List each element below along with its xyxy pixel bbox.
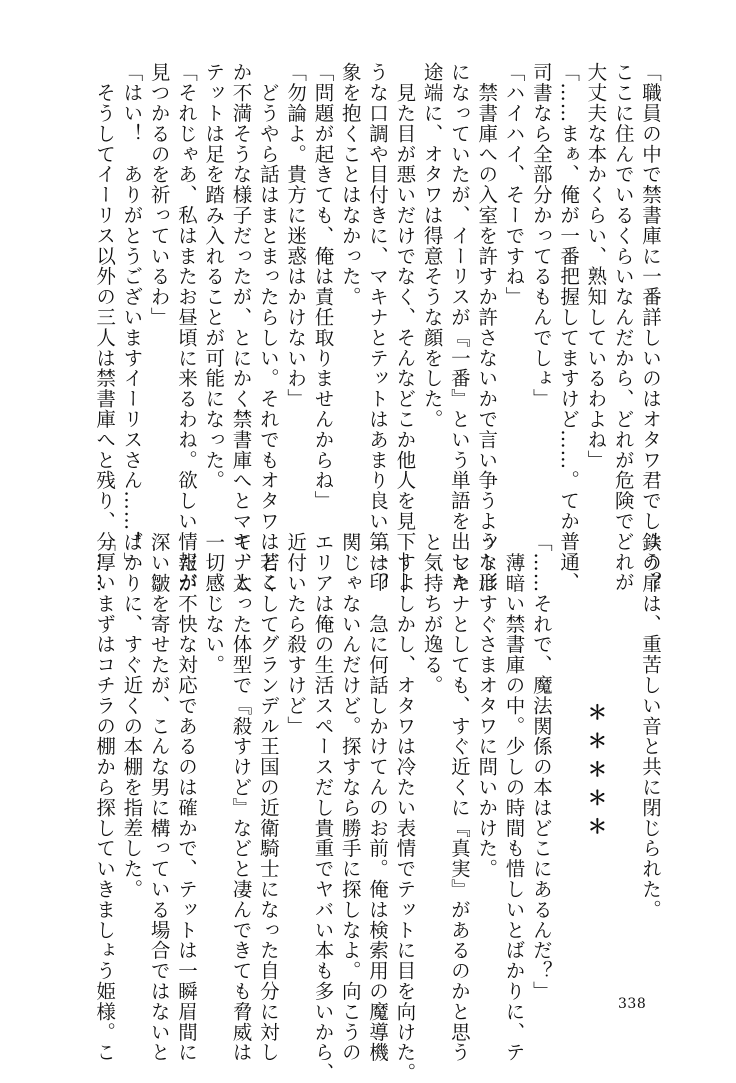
text-column: [609, 532, 636, 974]
text-column: 司書なら全部分かってるもんでしょ」: [529, 62, 553, 409]
text-column: と気持ちが逸る。: [420, 532, 444, 696]
text-column: 禁書庫への入室を許すか許さないかで言い争うような形: [475, 62, 499, 593]
page-number: 338: [618, 996, 647, 1012]
text-column: 近付いたら殺すけど」: [284, 532, 308, 736]
text-column: ットはすぐさまオタワに問いかけた。: [475, 532, 499, 879]
text-column: エリアは俺の生活スペースだし貴重でヤバい本も多いから、: [311, 532, 335, 1083]
text-column: 薄暗い禁書庫の中。少しの時間も惜しいとばかりに、テ: [502, 532, 526, 1063]
text-column: 「職員の中で禁書庫に一番詳しいのはオタワ君でしょう？: [639, 62, 662, 593]
text-column: 「それじゃあ、私はまたお昼頃に来るわね。欲しい情報が: [174, 62, 198, 593]
text-column: 見た目が悪いだけでなく、そんなどこか他人を見下すよ: [393, 62, 417, 593]
text-column: [555, 532, 582, 974]
text-column: 若くしてグランデル王国の近衛騎士になった自分に対し: [256, 532, 280, 1063]
text-column: 「……それで、魔法関係の本はどこにあるんだ？」: [529, 532, 553, 1002]
text-column: マキナとしても、すぐ近くに『真実』があるのかと思う: [447, 532, 471, 1063]
text-column: 「問題が起きても、俺は責任取りませんからね」: [311, 62, 335, 511]
text-column: 見つかるのを祈っているわ」: [147, 62, 171, 328]
text-column: 大丈夫な本かくらい、熟知しているわよね」: [584, 62, 608, 470]
text-column: 「勿論よ。貴方に迷惑はかけないわ」: [284, 62, 308, 409]
text-column: 「はい！ ありがとうございますイーリスさん……！」: [120, 62, 144, 572]
text-column: になっていたが、イーリスが『一番』という単語を出した: [447, 62, 471, 593]
text-column: だが不快な対応であるのは確かで、テットは一瞬眉間に: [174, 532, 198, 1063]
text-column: 「ハイハイ、そーですね」: [502, 62, 526, 307]
text-column: 鉄の扉は、重苦しい音と共に閉じられた。: [639, 532, 662, 920]
text-column: 深い皺を寄せたが、こんな男に構っている場合ではないと: [147, 532, 171, 1063]
text-column: そうしてイーリス以外の三人は禁書庫へと残り、分厚い: [93, 62, 117, 593]
text-column: 「は？ 急に何話しかけてんのお前。俺は検索用の魔導機: [366, 532, 390, 1063]
text-column: 一切感じない。: [202, 532, 226, 675]
text-column: テットは足を踏み入れることが可能になった。: [202, 62, 226, 491]
text-column: ここに住んでいるくらいなんだから、どれが危険でどれが: [611, 62, 635, 593]
text-column: ――しかし、オタワは冷たい表情でテットに目を向けた。: [393, 532, 417, 1083]
text-column: て、太った体型で『殺すけど』などと凄んできても脅威は: [229, 532, 253, 1063]
section-break: ＊＊＊＊＊: [584, 702, 608, 845]
text-column: ばかりに、すぐ近くの本棚を指差した。: [120, 532, 144, 900]
text-column: うな口調や目付きに、マキナとテットはあまり良い第一印: [366, 62, 390, 593]
text-column: 途端に、オタワは得意そうな顔をした。: [420, 62, 444, 430]
text-column: か不満そうな様子だったが、とにかく禁書庫へとマキナと: [229, 62, 253, 593]
text-column: 「……まずはコチラの棚から探していきましょう姫様。こ: [93, 532, 117, 1063]
text-column: 関じゃないんだけど。探すなら勝手に探しなよ。向こうの: [338, 532, 362, 1063]
text-column: どうやら話はまとまったらしい。それでもオタワはどこ: [256, 62, 280, 593]
text-column: 象を抱くことはなかった。: [338, 62, 362, 307]
text-column: 「……まぁ、俺が一番把握してますけど……。てか普通、: [557, 62, 581, 593]
upper-text-block: [91, 62, 664, 593]
